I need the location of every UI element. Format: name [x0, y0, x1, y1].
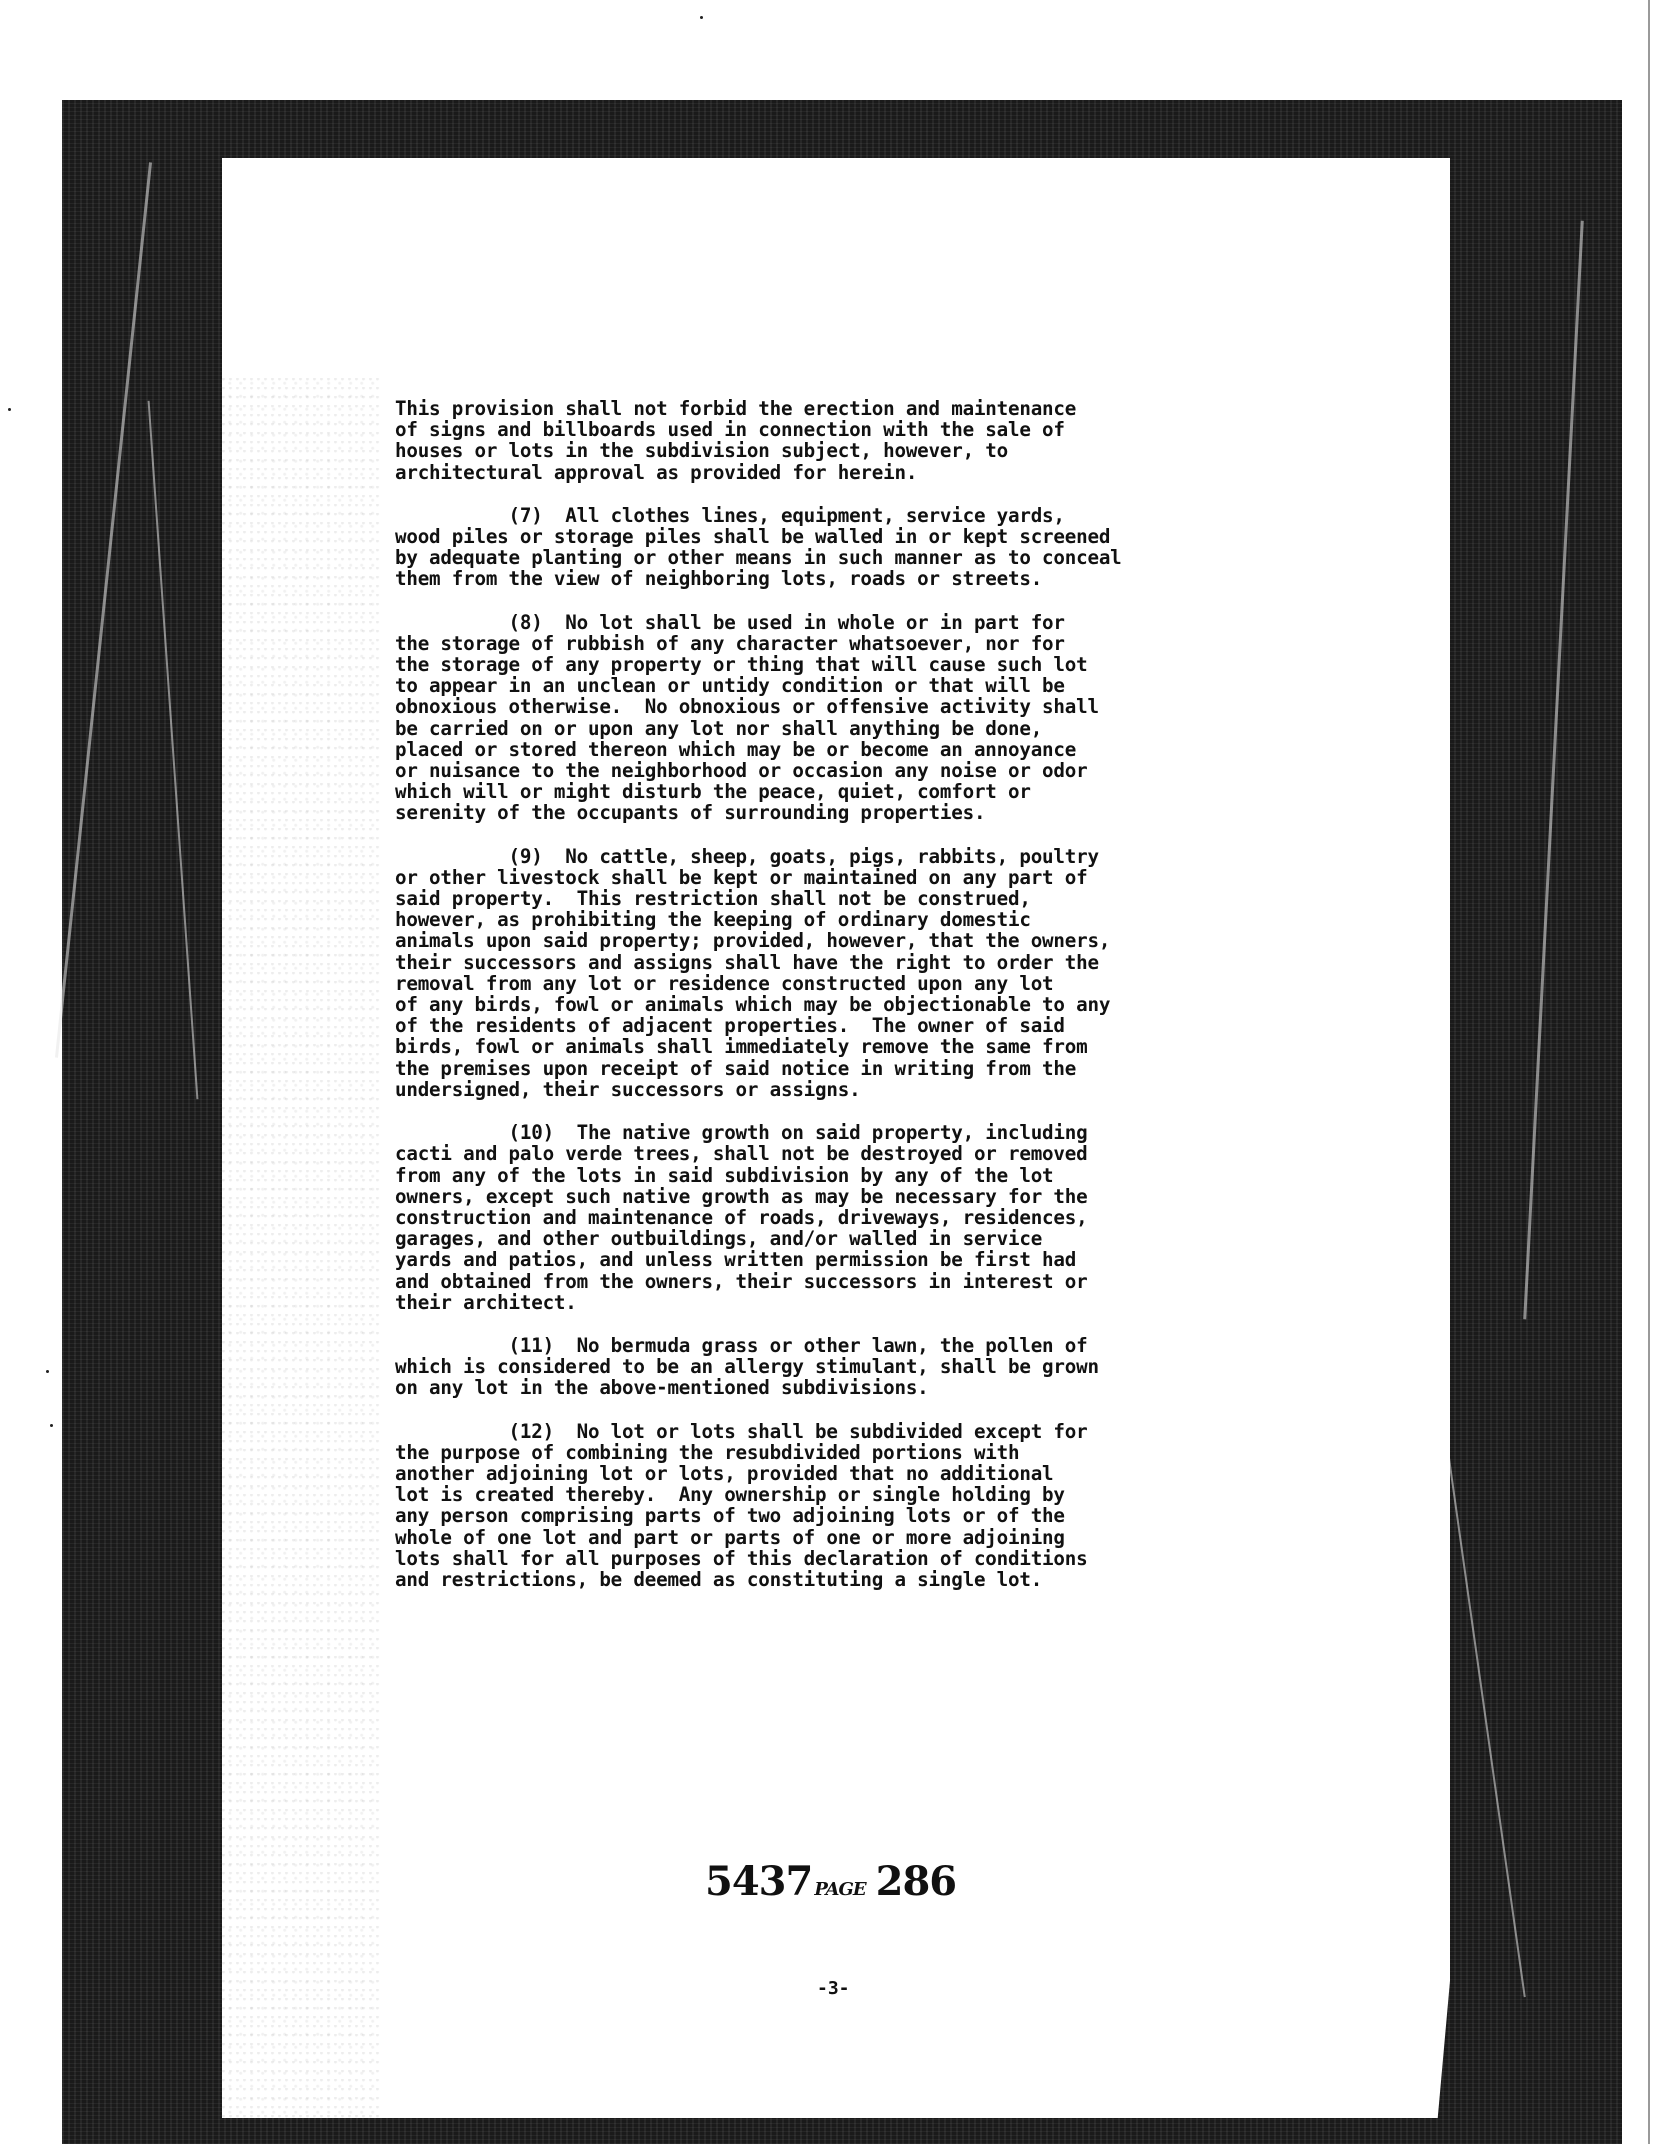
text-line: removal from any lot or residence constructed upon any lot	[395, 971, 1054, 995]
text-line: however, as prohibiting the keeping of ordinary domestic	[395, 908, 1031, 932]
recording-page: 286	[875, 1858, 957, 1905]
text-line: houses or lots in the subdivision subject, however, to	[395, 439, 1008, 463]
text-line: wood piles or storage piles shall be walled in or kept screened	[395, 525, 1111, 549]
paragraph-10	[395, 1122, 1335, 1313]
text-line: (11) No bermuda grass or other lawn, the pollen of	[395, 1333, 1088, 1357]
text-line: yards and patios, and unless written permission be first had	[395, 1248, 1077, 1272]
text-line: lots shall for all purposes of this declaration of conditions	[395, 1546, 1088, 1570]
text-line: from any of the lots in said subdivision by any of the lot	[395, 1163, 1054, 1187]
text-line: animals upon said property; provided, however, that the owners,	[395, 929, 1111, 953]
document-body	[395, 398, 1335, 1612]
text-line: undersigned, their successors or assigns.	[395, 1077, 861, 1101]
text-line: be carried on or upon any lot nor shall anything be done,	[395, 716, 1043, 740]
text-line: cacti and palo verde trees, shall not be destroyed or removed	[395, 1142, 1088, 1166]
text-line: serenity of the occupants of surrounding properties.	[395, 801, 986, 825]
text-line: (8) No lot shall be used in whole or in part for	[395, 610, 1065, 634]
text-line: (10) The native growth on said property, including	[395, 1121, 1088, 1145]
text-line: another adjoining lot or lots, provided that no additional	[395, 1461, 1054, 1485]
text-line: of signs and billboards used in connection with the sale of	[395, 418, 1065, 442]
text-line: the storage of any property or thing that will cause such lot	[395, 653, 1088, 677]
text-line: or nuisance to the neighborhood or occasion any noise or odor	[395, 759, 1088, 783]
text-line: which will or might disturb the peace, quiet, comfort or	[395, 780, 1031, 804]
text-line: the purpose of combining the resubdivided portions with	[395, 1440, 1020, 1464]
text-line: (7) All clothes lines, equipment, service yards,	[395, 503, 1065, 527]
text-line: (9) No cattle, sheep, goats, pigs, rabbits, poultry	[395, 844, 1099, 868]
paragraph-9	[395, 846, 1335, 1100]
text-line: by adequate planting or other means in such manner as to conceal	[395, 546, 1122, 570]
scan-speck	[8, 408, 11, 411]
paragraph-12	[395, 1421, 1335, 1591]
scan-noise	[222, 378, 382, 2118]
text-line: and restrictions, be deemed as constituting a single lot.	[395, 1567, 1043, 1591]
text-line: obnoxious otherwise. No obnoxious or offensive activity shall	[395, 695, 1099, 719]
text-line: construction and maintenance of roads, driveways, residences,	[395, 1205, 1088, 1229]
recording-abbrev: PAGE	[814, 1879, 866, 1900]
text-line: placed or stored thereon which may be or become an annoyance	[395, 737, 1077, 761]
text-line: or other livestock shall be kept or maintained on any part of	[395, 865, 1088, 889]
text-line: which is considered to be an allergy stimulant, shall be grown	[395, 1355, 1099, 1379]
recording-number: 5437	[705, 1858, 813, 1905]
paragraph-11	[395, 1335, 1335, 1399]
text-line: any person comprising parts of two adjoining lots or of the	[395, 1504, 1065, 1528]
scan-streak	[148, 401, 199, 1099]
scan-streak	[1440, 1403, 1525, 1997]
scan-speck	[50, 1424, 53, 1427]
text-line: birds, fowl or animals shall immediately remove the same from	[395, 1035, 1088, 1059]
text-line: (12) No lot or lots shall be subdivided except for	[395, 1419, 1088, 1443]
text-line: This provision shall not forbid the erection and maintenance	[395, 397, 1077, 420]
scan-edge-line	[1648, 0, 1650, 2144]
text-line: whole of one lot and part or parts of one or more adjoining	[395, 1525, 1065, 1549]
text-line: the storage of rubbish of any character whatsoever, nor for	[395, 631, 1065, 655]
text-line: of the residents of adjacent properties. The owner of said	[395, 1014, 1065, 1038]
page-number: -3-	[817, 1978, 850, 1999]
scan-streak	[55, 162, 152, 1057]
text-line: to appear in an unclean or untidy condition or that will be	[395, 674, 1065, 698]
text-line: owners, except such native growth as may be necessary for the	[395, 1184, 1088, 1208]
text-line: the premises upon receipt of said notice in writing from the	[395, 1056, 1077, 1080]
text-line: them from the view of neighboring lots, roads or streets.	[395, 567, 1043, 591]
text-line: of any birds, fowl or animals which may be objectionable to any	[395, 993, 1111, 1017]
text-line: said property. This restriction shall not be construed,	[395, 887, 1031, 911]
text-line: their successors and assigns shall have the right to order the	[395, 950, 1099, 974]
text-line: architectural approval as provided for herein.	[395, 460, 918, 484]
text-line: garages, and other outbuildings, and/or walled in service	[395, 1227, 1043, 1251]
scan-speck	[46, 1370, 49, 1373]
text-line: lot is created thereby. Any ownership or single holding by	[395, 1483, 1065, 1507]
scan-speck	[700, 16, 703, 19]
paragraph-6-continued	[395, 398, 1335, 483]
paragraph-7	[395, 505, 1335, 590]
text-line: on any lot in the above-mentioned subdivisions.	[395, 1376, 929, 1400]
paragraph-8	[395, 612, 1335, 824]
scan-streak	[1523, 221, 1584, 1320]
recording-stamp	[705, 1858, 956, 1905]
text-line: and obtained from the owners, their successors in interest or	[395, 1269, 1088, 1293]
text-line: their architect.	[395, 1290, 577, 1314]
